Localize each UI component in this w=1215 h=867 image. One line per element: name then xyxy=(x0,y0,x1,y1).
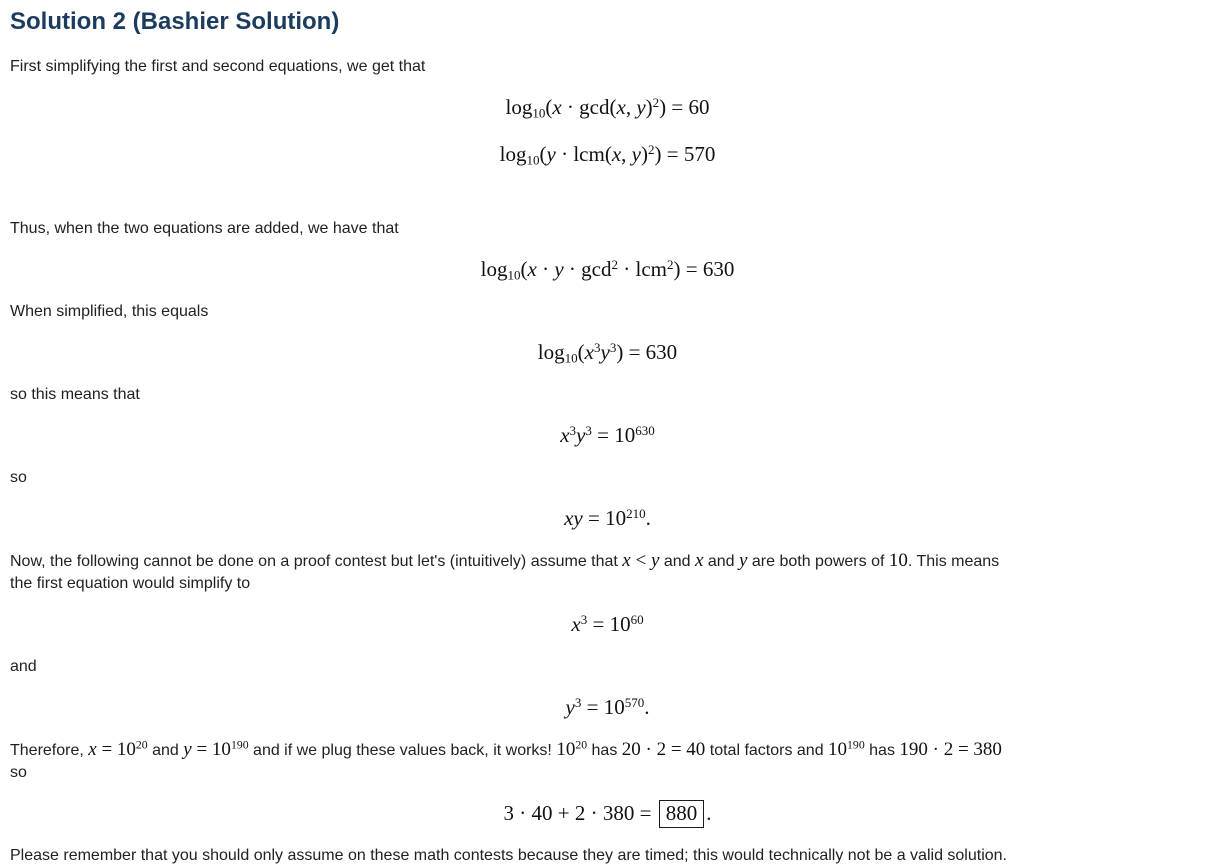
paragraph: Therefore, $x = 10^{20}$ and $y = 10^{190}$ and if we plug these values back, it works! $10^{20}$ has 20 · 2 = 40 total factors and $10^{190}$ has 190 · 2 = 380 so xyxy=(10,738,1002,781)
paragraph: Please remember that you should only assume on these math contests because they are timed; this would technically not be a valid solution. xyxy=(10,847,1007,864)
paragraph: and xyxy=(10,658,37,675)
paragraph: Now, the following cannot be done on a proof contest but let's (intuitively) assume that x < y and x and y are both powers of 10. This means the first equation would simplify to xyxy=(10,550,1000,592)
math-expression: $x^3 = 10^{60}$ xyxy=(571,611,644,636)
math-expression: $\log_{10}(y \cdot lcm(x$, y)$^2$) = 570 xyxy=(499,141,716,168)
math-expression: $\log_{10}(x^3y^3) = 630$ xyxy=(537,339,678,366)
paragraph: Thus, when the two equations are added, we have that xyxy=(10,220,399,237)
math-expression: $\log_{10}(x \cdot y \cdot \gcd^2 \cdot lcm^2) = 630$ xyxy=(480,256,735,283)
math-expression: xy = $10^{210}$. xyxy=(564,505,651,530)
paragraph: so xyxy=(10,469,27,486)
display-equation xyxy=(10,254,1205,287)
display-equation xyxy=(10,503,1205,536)
math-expression: x xyxy=(694,550,704,571)
display-equation xyxy=(10,337,1205,370)
paragraph: so this means that xyxy=(10,386,140,403)
math-expression: 3 · 40 + 2 · 380 = 880 . xyxy=(504,801,712,825)
math-expression: $x^3y^3 = 10^{630}$ xyxy=(560,422,655,447)
paragraph: First simplifying the first and second equations, we get that xyxy=(10,58,426,75)
paragraph: When simplified, this equals xyxy=(10,303,209,320)
display-equation xyxy=(10,420,1205,453)
display-equation xyxy=(10,692,1205,725)
math-expression: 190 · 2 = 380 xyxy=(899,739,1002,760)
math-expression: $x = 10^{20}$ xyxy=(88,738,148,760)
content xyxy=(10,56,1205,867)
math-expression: $10^{190}$ xyxy=(828,738,865,760)
math-expression: x < y xyxy=(622,550,660,571)
math-expression: 10 xyxy=(888,550,908,571)
math-expression: $\log_{10}(x \cdot \gcd(x$, y)$^2$) = 60 xyxy=(505,94,710,121)
display-equation xyxy=(10,609,1205,642)
math-expression: $y = 10^{190}$ xyxy=(183,738,249,760)
display-equation xyxy=(10,139,1205,172)
math-expression: $y^3 = 10^{570}$. xyxy=(565,694,650,719)
math-expression: 20 · 2 = 40 xyxy=(621,739,706,760)
display-equation xyxy=(10,798,1205,831)
page-title: Solution 2 (Bashier Solution) xyxy=(10,8,340,35)
math-expression: $10^{20}$ xyxy=(556,738,588,760)
display-equation xyxy=(10,92,1205,125)
boxed-answer: 880 xyxy=(659,800,705,828)
math-expression: y xyxy=(739,550,748,571)
